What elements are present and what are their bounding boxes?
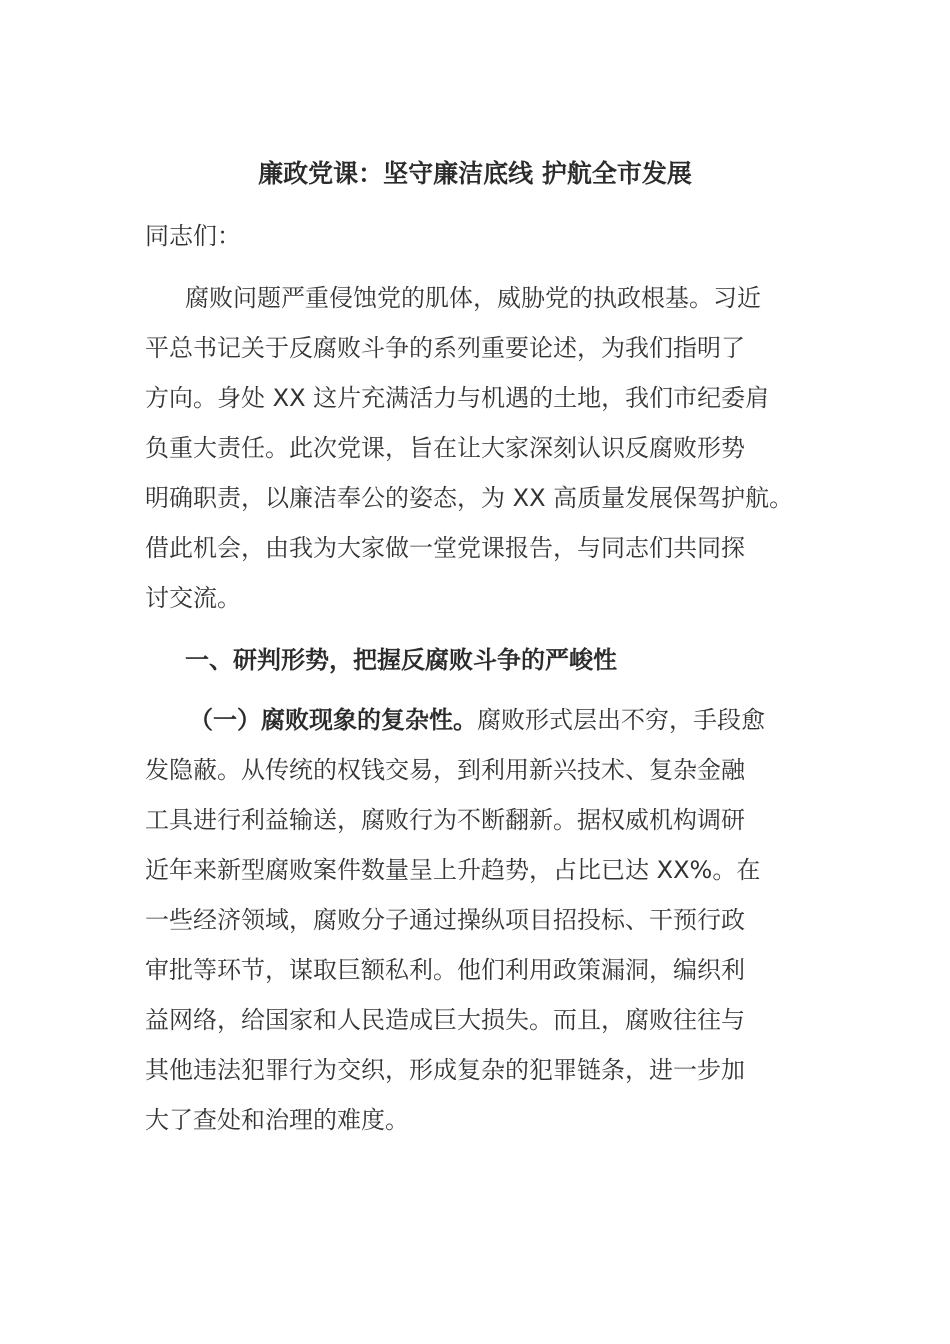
paragraph-line [145,695,825,745]
paragraph-line: 讨交流。 [145,584,241,612]
intro-paragraph [145,273,825,623]
subsection-heading: （一）腐败现象的复杂性。 [189,706,477,734]
salutation: 同志们： [145,222,241,250]
paragraph-line: 腐败问题严重侵蚀党的肌体，威胁党的执政根基。习近 [185,284,761,312]
paragraph-line: 其他违法犯罪行为交织，形成复杂的犯罪链条，进一步加 [145,1056,745,1084]
paragraph-text: 腐败形式层出不穷，手段愈 [477,706,765,734]
paragraph-line: 工具进行利益输送，腐败行为不断翻新。据权威机构调研 [145,806,745,834]
subsection-paragraph [145,695,825,1145]
paragraph-line: 近年来新型腐败案件数量呈上升趋势，占比已达 XX%。在 [145,856,761,884]
document-title: 廉政党课：坚守廉洁底线 护航全市发展 [258,159,692,188]
paragraph-line: 平总书记关于反腐败斗争的系列重要论述，为我们指明了 [145,334,745,362]
paragraph-line: 负重大责任。此次党课，旨在让大家深刻认识反腐败形势 [145,434,745,462]
paragraph-line: 审批等环节，谋取巨额私利。他们利用政策漏洞，编织利 [145,956,745,984]
paragraph-line: 一些经济领域，腐败分子通过操纵项目招投标、干预行政 [145,906,745,934]
section-heading: 一、研判形势，把握反腐败斗争的严峻性 [185,646,617,674]
paragraph-line: 方向。身处 XX 这片充满活力与机遇的土地，我们市纪委肩 [145,384,770,412]
paragraph-line: 发隐蔽。从传统的权钱交易，到利用新兴技术、复杂金融 [145,756,745,784]
paragraph-line: 借此机会，由我为大家做一堂党课报告，与同志们共同探 [145,534,745,562]
paragraph-line: 益网络，给国家和人民造成巨大损失。而且，腐败往往与 [145,1006,745,1034]
paragraph-line: 大了查处和治理的难度。 [145,1106,409,1134]
paragraph-line: 明确职责，以廉洁奉公的姿态，为 XX 高质量发展保驾护航。 [145,484,794,512]
